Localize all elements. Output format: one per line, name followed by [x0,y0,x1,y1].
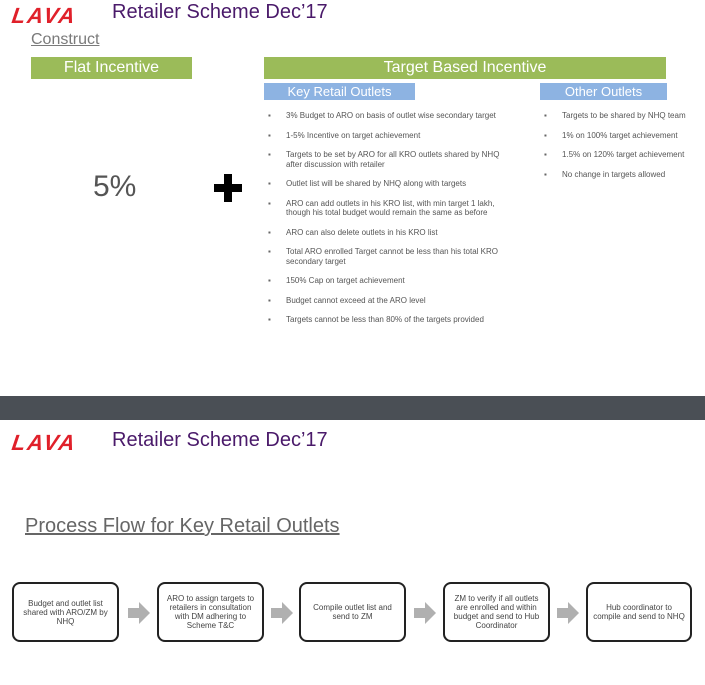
kro-bullet-item [266,199,506,218]
kro-bullet-item [266,150,506,169]
bullet-text: ARO can also delete outlets in his KRO list [286,227,438,237]
lava-logo: LAVA [10,430,79,455]
bullet-text: 1.5% on 120% target achievement [562,150,685,159]
kro-header: Key Retail Outlets [264,83,415,100]
bullet-icon: ▪ [544,150,547,159]
kro-bullet-item [266,111,506,121]
bullet-icon: ▪ [268,198,271,208]
slide-divider [0,396,705,420]
arrow-right-icon [128,602,150,624]
other-outlets-bullet-list [542,111,692,189]
flow-step-3: Compile outlet list and send to ZM [299,582,406,642]
slide-process-flow [0,420,705,685]
bullet-icon: ▪ [268,150,271,159]
flow-step-5: Hub coordinator to compile and send to NHQ [586,582,692,642]
bullet-icon: ▪ [268,315,271,324]
flow-step-4: ZM to verify if all outlets are enrolled and within budget and send to Hub Coordinator [443,582,550,642]
kro-bullet-item [266,247,506,266]
plus-icon [214,166,242,210]
bullet-icon: ▪ [268,179,271,188]
flat-incentive-value: 5% [93,170,137,203]
flow-step-1: Budget and outlet list shared with ARO/ZM by NHQ [12,582,119,642]
other-outlets-header: Other Outlets [540,83,667,100]
bullet-icon: ▪ [544,111,547,120]
bullet-text: 1-5% Incentive on target achievement [286,130,421,140]
bullet-text: 1% on 100% target achievement [562,130,678,140]
kro-bullet-item [266,228,506,238]
kro-bullet-item [266,296,506,306]
bullet-text: Budget cannot exceed at the ARO level [286,295,426,305]
other-bullet-item [542,150,692,160]
construct-heading: Construct [31,31,100,48]
kro-bullet-item [266,131,506,141]
bullet-icon: ▪ [268,227,271,237]
process-flow-title: Process Flow for Key Retail Outlets [25,515,340,537]
bullet-icon: ▪ [268,247,271,256]
slide-title: Retailer Scheme Dec’17 [112,429,328,451]
bullet-text: ARO can add outlets in his KRO list, with min target 1 lakh, though his total budget would remain the same as before [286,198,495,217]
flat-incentive-header: Flat Incentive [31,57,192,79]
flow-step-2: ARO to assign targets to retailers in consultation with DM adhering to Scheme T&C [157,582,264,642]
slide-title: Retailer Scheme Dec’17 [112,1,328,23]
kro-bullet-list [266,111,506,335]
bullet-text: Total ARO enrolled Target cannot be less than his total KRO secondary target [286,247,498,266]
bullet-icon: ▪ [268,130,271,140]
bullet-text: Outlet list will be shared by NHQ along with targets [286,179,467,188]
kro-bullet-item [266,276,506,286]
arrow-right-icon [557,602,579,624]
other-bullet-item [542,170,692,180]
arrow-right-icon [271,602,293,624]
kro-bullet-item [266,179,506,189]
bullet-text: Targets cannot be less than 80% of the targets provided [286,315,484,324]
bullet-icon: ▪ [268,295,271,305]
kro-bullet-item [266,315,506,325]
bullet-icon: ▪ [544,169,547,179]
other-bullet-item [542,131,692,141]
bullet-icon: ▪ [268,276,271,285]
bullet-text: 3% Budget to ARO on basis of outlet wise secondary target [286,111,496,120]
bullet-icon: ▪ [268,111,271,120]
bullet-text: Targets to be set by ARO for all KRO outlets shared by NHQ after discussion with retailer [286,150,500,169]
bullet-text: 150% Cap on target achievement [286,276,405,285]
other-bullet-item [542,111,692,121]
bullet-text: Targets to be shared by NHQ team [562,111,686,120]
arrow-right-icon [414,602,436,624]
bullet-text: No change in targets allowed [562,169,666,179]
bullet-icon: ▪ [544,130,547,140]
lava-logo: LAVA [10,3,79,28]
target-incentive-header: Target Based Incentive [264,57,666,79]
